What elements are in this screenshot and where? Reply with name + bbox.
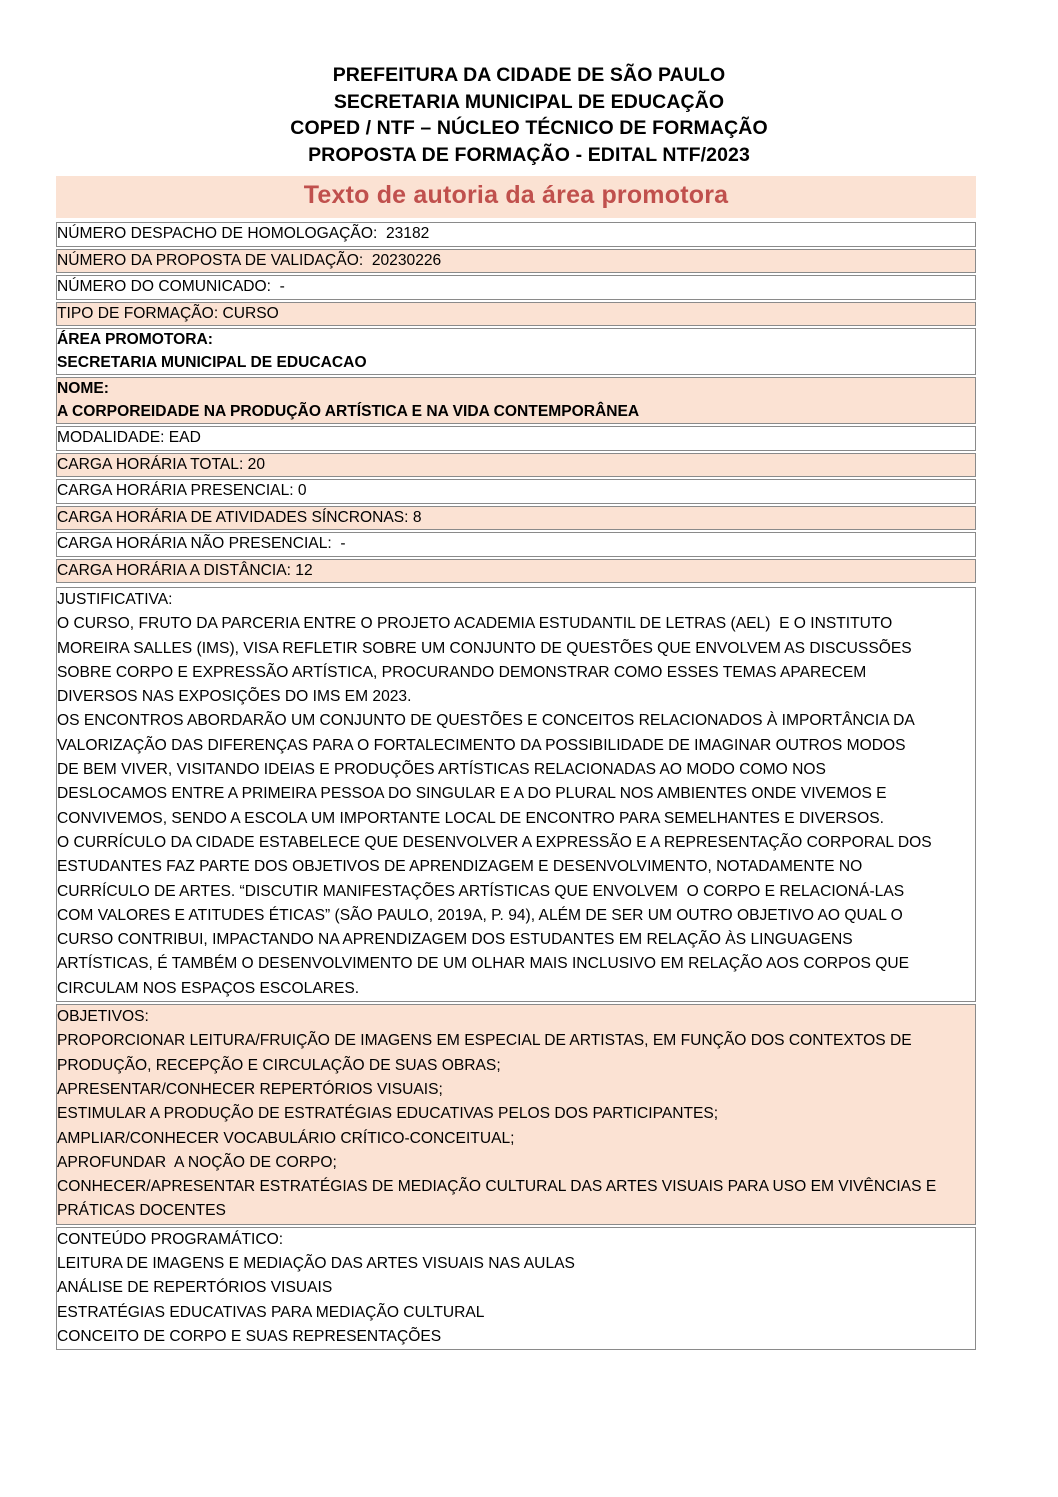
section-label: JUSTIFICATIVA:: [57, 591, 173, 608]
table-row: [56, 275, 976, 300]
table-row: [56, 479, 976, 504]
header-line-secretaria: SECRETARIA MUNICIPAL DE EDUCAÇÃO: [333, 90, 725, 113]
field-line: SECRETARIA MUNICIPAL DE EDUCACAO: [57, 353, 367, 371]
section-line: MOREIRA SALLES (IMS), VISA REFLETIR SOBRE UM CONJUNTO DE QUESTÕES QUE ENVOLVEM AS DISCUSSÕES: [57, 639, 912, 657]
section-line: ESTUDANTES FAZ PARTE DOS OBJETIVOS DE APRENDIZAGEM E DESENVOLVIMENTO, NOTADAMENTE NO: [57, 858, 863, 876]
field-line: NOME:: [57, 380, 109, 397]
table-title-row: [56, 176, 976, 218]
block-sections-body: [56, 587, 976, 1350]
proposta-block-sections: [56, 585, 976, 1352]
table-row: [56, 532, 976, 557]
table-row: [56, 328, 976, 375]
field-line: TIPO DE FORMAÇÃO: CURSO: [57, 304, 279, 322]
field-area-promotora: [56, 328, 976, 375]
field-line: CARGA HORÁRIA TOTAL: 20: [57, 455, 265, 473]
section-line: APROFUNDAR A NOÇÃO DE CORPO;: [57, 1153, 337, 1171]
section-line: SOBRE CORPO E EXPRESSÃO ARTÍSTICA, PROCURANDO DEMONSTRAR COMO ESSES TEMAS APARECEM: [57, 663, 867, 681]
table-row: [56, 559, 976, 584]
section-label: OBJETIVOS:: [57, 1008, 149, 1026]
section-line: OS ENCONTROS ABORDARÃO UM CONJUNTO DE QUESTÕES E CONCEITOS RELACIONADOS À IMPORTÂNCIA DA: [57, 712, 915, 730]
table-row: [56, 377, 976, 424]
field-carga-horaria-total: [56, 453, 976, 478]
field-numero-comunicado: [56, 275, 976, 300]
field-carga-horaria-presencial: [56, 479, 976, 504]
section-line: VALORIZAÇÃO DAS DIFERENÇAS PARA O FORTALECIMENTO DA POSSIBILIDADE DE IMAGINAR OUTROS MODOS: [57, 736, 906, 754]
section-line: ANÁLISE DE REPERTÓRIOS VISUAIS: [57, 1279, 333, 1297]
section-line: PROPORCIONAR LEITURA/FRUIÇÃO DE IMAGENS EM ESPECIAL DE ARTISTAS, EM FUNÇÃO DOS CONTEXTOS DE: [57, 1032, 912, 1050]
table-section-row: [56, 1227, 976, 1350]
field-modalidade: [56, 426, 976, 451]
section-line: CONCEITO DE CORPO E SUAS REPRESENTAÇÕES: [57, 1327, 442, 1345]
field-carga-horaria-nao-presencial: [56, 532, 976, 557]
field-line: A CORPOREIDADE NA PRODUÇÃO ARTÍSTICA E NA VIDA CONTEMPORÂNEA: [57, 402, 640, 420]
section-line: CONHECER/APRESENTAR ESTRATÉGIAS DE MEDIAÇÃO CULTURAL DAS ARTES VISUAIS PARA USO EM VIVÊNCIAS E: [57, 1178, 937, 1196]
form-table-body: [56, 176, 976, 218]
section-line: DIVERSOS NAS EXPOSIÇÕES DO IMS EM 2023.: [57, 688, 412, 706]
field-line: CARGA HORÁRIA PRESENCIAL: 0: [57, 482, 307, 499]
field-line: NÚMERO DA PROPOSTA DE VALIDAÇÃO: 20230226: [57, 251, 442, 269]
section-line: DESLOCAMOS ENTRE A PRIMEIRA PESSOA DO SINGULAR E A DO PLURAL NOS AMBIENTES ONDE VIVEMOS E: [57, 785, 887, 803]
field-numero-despacho-homologacao: [56, 222, 976, 247]
proposta-field-rows: [56, 220, 976, 585]
section-line: LEITURA DE IMAGENS E MEDIAÇÃO DAS ARTES VISUAIS NAS AULAS: [57, 1255, 575, 1273]
field-line: CARGA HORÁRIA DE ATIVIDADES SÍNCRONAS: 8: [57, 508, 422, 526]
section-line: PRODUÇÃO, RECEPÇÃO E CIRCULAÇÃO DE SUAS OBRAS;: [57, 1056, 501, 1074]
field-tipo-de-formacao: [56, 302, 976, 327]
header-line-coped-ntf: COPED / NTF – NÚCLEO TÉCNICO DE FORMAÇÃO: [290, 117, 768, 139]
table-row: [56, 302, 976, 327]
document-header: [0, 0, 1058, 168]
table-row: [56, 222, 976, 247]
section-line: CIRCULAM NOS ESPAÇOS ESCOLARES.: [57, 979, 360, 997]
section-justificativa: [56, 587, 976, 1002]
field-nome-da-formacao: [56, 377, 976, 424]
field-line: NÚMERO DO COMUNICADO: -: [57, 278, 285, 295]
header-line-proposta-edital: PROPOSTA DE FORMAÇÃO - EDITAL NTF/2023: [308, 143, 750, 166]
section-line: ESTIMULAR A PRODUÇÃO DE ESTRATÉGIAS EDUCATIVAS PELOS DOS PARTICIPANTES;: [57, 1105, 719, 1123]
table-title-text: Texto de autoria da área promotora: [303, 181, 729, 209]
section-line: ARTÍSTICAS, É TAMBÉM O DESENVOLVIMENTO DE UM OLHAR MAIS INCLUSIVO EM RELAÇÃO AOS CORPOS QUE: [57, 955, 910, 973]
field-carga-horaria-atividades-sincronas: [56, 506, 976, 531]
section-line: O CURRÍCULO DA CIDADE ESTABELECE QUE DESENVOLVER A EXPRESSÃO E A REPRESENTAÇÃO CORPORAL DOS: [57, 833, 932, 851]
table-row: [56, 506, 976, 531]
section-line: APRESENTAR/CONHECER REPERTÓRIOS VISUAIS;: [57, 1080, 443, 1098]
table-title-cell: [56, 176, 976, 218]
proposta-form-table: [56, 174, 976, 220]
section-label: CONTEÚDO PROGRAMÁTICO:: [57, 1230, 284, 1248]
section-objetivos: [56, 1004, 976, 1225]
table-section-row: [56, 587, 976, 1002]
field-carga-horaria-a-distancia: [56, 559, 976, 584]
section-line: COM VALORES E ATITUDES ÉTICAS” (SÃO PAULO, 2019A, P. 94), ALÉM DE SER UM OUTRO OBJETIVO AO QUAL O: [57, 906, 903, 924]
header-line-prefeitura: PREFEITURA DA CIDADE DE SÃO PAULO: [332, 64, 726, 86]
field-line: ÁREA PROMOTORA:: [57, 331, 213, 348]
section-line: CURSO CONTRIBUI, IMPACTANDO NA APRENDIZAGEM DOS ESTUDANTES EM RELAÇÃO ÀS LINGUAGENS: [57, 931, 853, 949]
field-line: NÚMERO DESPACHO DE HOMOLOGAÇÃO: 23182: [57, 225, 430, 242]
table-row: [56, 249, 976, 274]
field-numero-proposta-validacao: [56, 249, 976, 274]
section-line: AMPLIAR/CONHECER VOCABULÁRIO CRÍTICO-CONCEITUAL;: [57, 1129, 515, 1147]
field-line: CARGA HORÁRIA NÃO PRESENCIAL: -: [57, 535, 346, 552]
field-rows-body: [56, 222, 976, 583]
table-row: [56, 453, 976, 478]
table-section-row: [56, 1004, 976, 1225]
field-line: CARGA HORÁRIA A DISTÂNCIA: 12: [57, 561, 313, 579]
field-line: MODALIDADE: EAD: [57, 429, 201, 446]
section-line: CONVIVEMOS, SENDO A ESCOLA UM IMPORTANTE LOCAL DE ENCONTRO PARA SEMELHANTES E DIVERSOS.: [57, 809, 884, 827]
section-conteudo-programatico: [56, 1227, 976, 1350]
section-line: O CURSO, FRUTO DA PARCERIA ENTRE O PROJETO ACADEMIA ESTUDANTIL DE LETRAS (AEL) E O INSTITUTO: [57, 615, 893, 633]
section-line: ESTRATÉGIAS EDUCATIVAS PARA MEDIAÇÃO CULTURAL: [57, 1303, 485, 1321]
section-line: CURRÍCULO DE ARTES. “DISCUTIR MANIFESTAÇÕES ARTÍSTICAS QUE ENVOLVEM O CORPO E RELACIONÁ-LAS: [57, 882, 905, 900]
section-line: PRÁTICAS DOCENTES: [57, 1202, 226, 1220]
section-line: DE BEM VIVER, VISITANDO IDEIAS E PRODUÇÕES ARTÍSTICAS RELACIONADAS AO MODO COMO NOS: [57, 761, 826, 779]
table-row: [56, 426, 976, 451]
